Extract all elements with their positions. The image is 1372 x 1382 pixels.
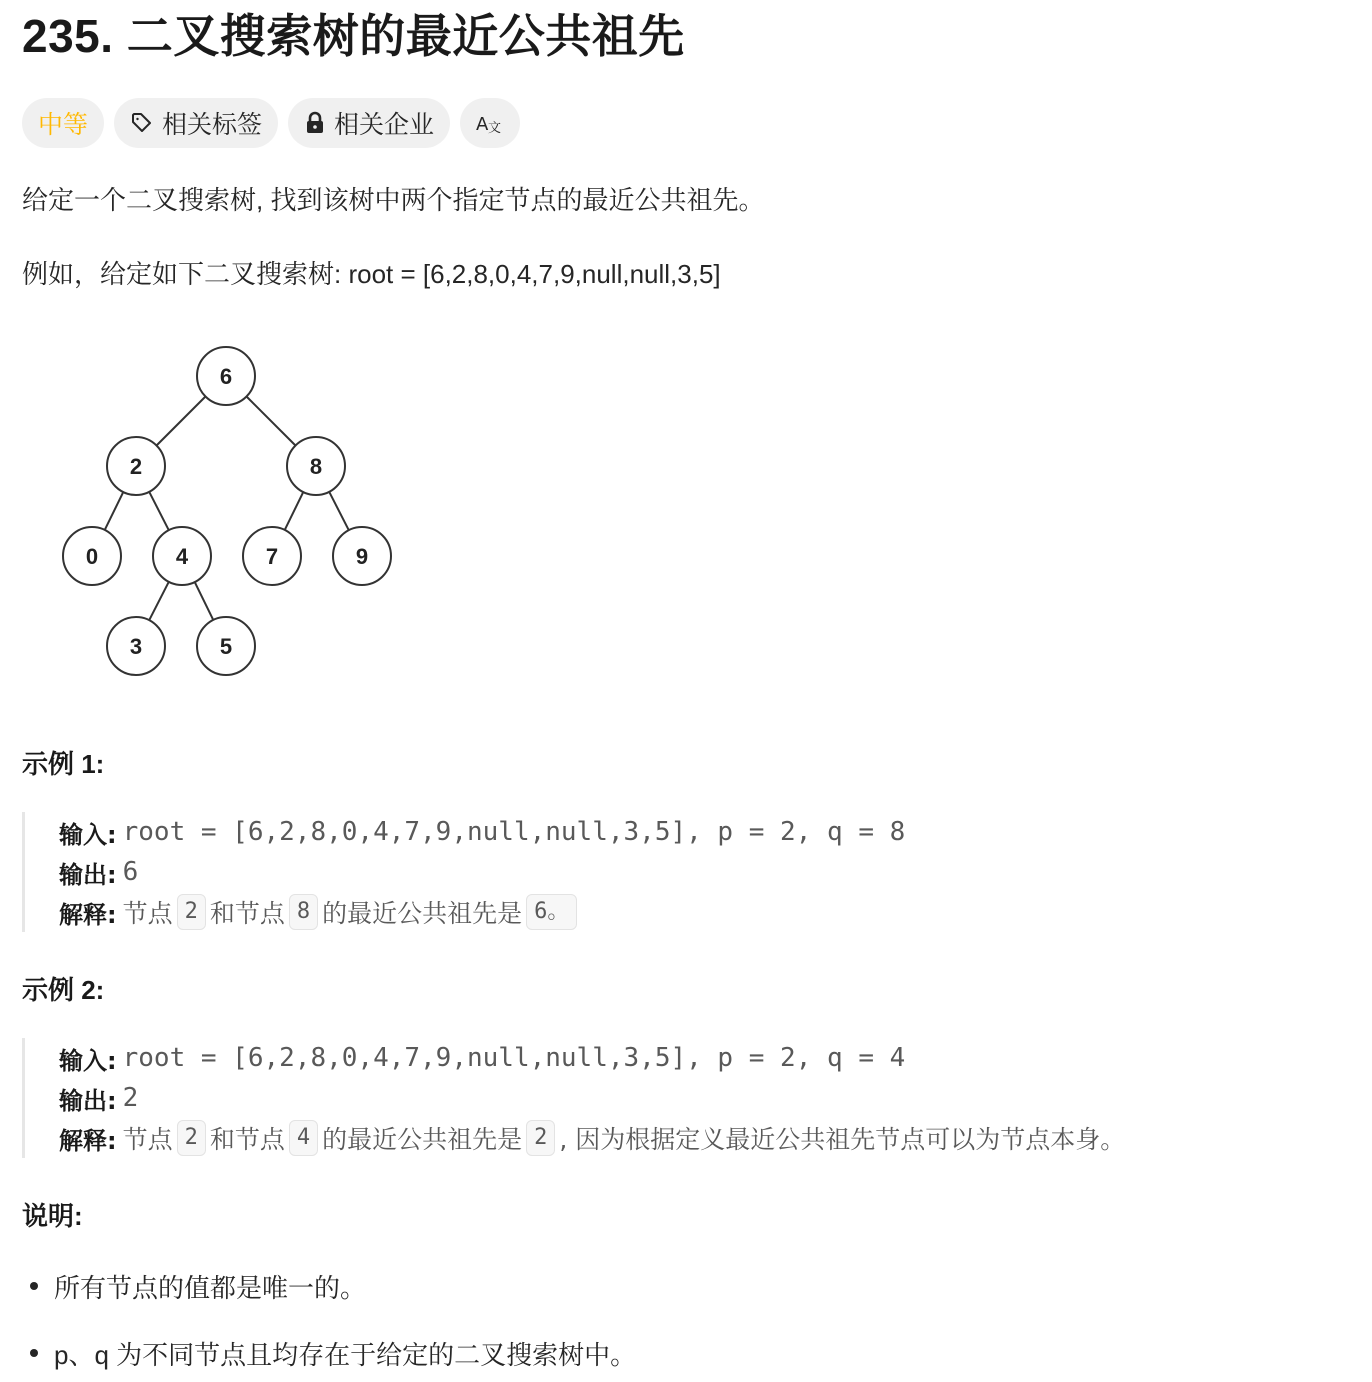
tree-node xyxy=(197,347,255,405)
code-chip: 6。 xyxy=(526,894,577,930)
input-value: root = [6,2,8,0,4,7,9,null,null,3,5], p = 2, q = 4 xyxy=(122,1043,906,1073)
bullet-icon xyxy=(30,1282,38,1290)
difficulty-label: 中等 xyxy=(38,111,89,139)
list-item-text: 所有节点的值都是唯一的。 xyxy=(54,1272,367,1303)
list-item xyxy=(30,1266,636,1306)
output-value: 6 xyxy=(122,857,139,887)
notes-list xyxy=(30,1266,636,1373)
input-label: 输入: xyxy=(59,820,117,849)
example-1-heading: 示例 1: xyxy=(22,749,105,779)
bullet-icon xyxy=(30,1349,38,1357)
explain-text: 的最近公共祖先是 xyxy=(322,899,523,928)
svg-text:8: 8 xyxy=(309,454,323,479)
example-intro: 例如，给定如下二叉搜索树: root = [6,2,8,0,4,7,9,null,null,3,5] xyxy=(22,259,721,289)
explain-text: 节点 xyxy=(122,899,173,928)
translate-button[interactable] xyxy=(460,98,520,148)
problem-title: 235. 二叉搜索树的最近公共祖先 xyxy=(22,10,685,62)
svg-text:0: 0 xyxy=(85,544,99,569)
explain-label: 解释: xyxy=(59,900,117,929)
svg-text:3: 3 xyxy=(129,634,143,659)
code-chip: 2 xyxy=(177,894,206,930)
output-label: 输出: xyxy=(59,860,117,889)
list-item xyxy=(30,1333,636,1373)
explain-text: 节点 xyxy=(122,1125,173,1154)
input-label: 输入: xyxy=(59,1046,117,1075)
svg-text:6: 6 xyxy=(219,364,233,389)
example-1-block xyxy=(22,812,905,932)
code-chip: 8 xyxy=(289,894,318,930)
translate-icon xyxy=(476,111,504,135)
difficulty-badge[interactable] xyxy=(22,98,104,148)
explain-text: , 因为根据定义最近公共祖先节点可以为节点本身。 xyxy=(559,1125,1126,1154)
code-chip: 2 xyxy=(526,1120,555,1156)
explain-text: 和节点 xyxy=(209,1125,285,1154)
svg-text:A: A xyxy=(476,114,489,135)
notes-heading: 说明: xyxy=(22,1201,83,1231)
tree-node xyxy=(333,527,391,585)
example-2-block xyxy=(22,1038,1125,1158)
tree-node xyxy=(153,527,211,585)
tree-edge xyxy=(247,397,296,446)
related-companies-label: 相关企业 xyxy=(334,111,435,139)
example-2-heading: 示例 2: xyxy=(22,975,105,1005)
svg-text:4: 4 xyxy=(175,544,189,569)
tree-edge xyxy=(105,492,124,530)
related-tags-button[interactable] xyxy=(114,98,278,148)
output-value: 2 xyxy=(122,1083,139,1113)
tree-node xyxy=(243,527,301,585)
related-companies-button[interactable] xyxy=(288,98,450,148)
list-item-text: p、q 为不同节点且均存在于给定的二叉搜索树中。 xyxy=(54,1339,637,1370)
tree-edge xyxy=(149,492,169,530)
svg-text:5: 5 xyxy=(219,634,233,659)
svg-text:文: 文 xyxy=(488,121,502,135)
related-tags-label: 相关标签 xyxy=(162,111,263,139)
tree-node xyxy=(197,617,255,675)
tree-node xyxy=(287,437,345,495)
binary-tree-diagram xyxy=(58,344,398,689)
tree-edge xyxy=(329,492,349,530)
tree-edge xyxy=(149,582,169,620)
explain-text: 的最近公共祖先是 xyxy=(322,1125,523,1154)
tree-edge xyxy=(195,582,214,620)
tag-icon xyxy=(130,111,154,135)
explain-text: 和节点 xyxy=(209,899,285,928)
code-chip: 2 xyxy=(177,1120,206,1156)
svg-text:7: 7 xyxy=(265,544,279,569)
tree-edge xyxy=(285,492,304,530)
svg-text:2: 2 xyxy=(129,454,143,479)
problem-description: 给定一个二叉搜索树, 找到该树中两个指定节点的最近公共祖先。 xyxy=(22,185,765,215)
tree-node xyxy=(63,527,121,585)
lock-icon xyxy=(304,111,326,135)
tree-node xyxy=(107,617,165,675)
output-label: 输出: xyxy=(59,1086,117,1115)
tag-bar xyxy=(22,98,520,148)
tree-edge xyxy=(157,397,206,446)
tree-node xyxy=(107,437,165,495)
explain-label: 解释: xyxy=(59,1126,117,1155)
svg-text:9: 9 xyxy=(355,544,369,569)
code-chip: 4 xyxy=(289,1120,318,1156)
input-value: root = [6,2,8,0,4,7,9,null,null,3,5], p = 2, q = 8 xyxy=(122,817,906,847)
